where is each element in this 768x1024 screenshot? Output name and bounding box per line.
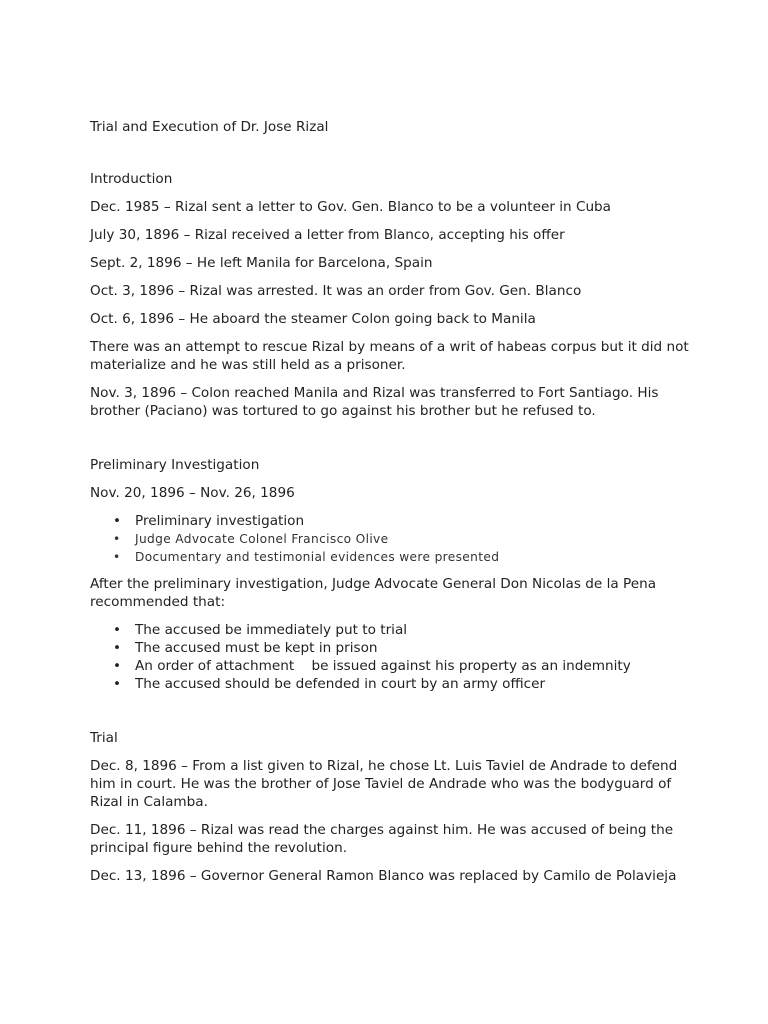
section-heading-trial: Trial xyxy=(90,730,118,746)
list-item xyxy=(90,530,690,548)
intro-paragraph: Oct. 6, 1896 – He aboard the steamer Colon going back to Manila xyxy=(90,311,536,327)
list-item-text: An order of attachment be issued against his property as an indemnity xyxy=(135,658,631,674)
bullet-icon: • xyxy=(113,622,122,638)
intro-paragraph: Nov. 3, 1896 – Colon reached Manila and Rizal was transferred to Fort Santiago. His brother (Paciano) was tortured to go against his brother but he refused to. xyxy=(90,385,659,419)
intro-paragraph: July 30, 1896 – Rizal received a letter from Blanco, accepting his offer xyxy=(90,227,565,243)
list-item xyxy=(90,548,690,566)
intro-paragraph: There was an attempt to rescue Rizal by means of a writ of habeas corpus but it did not materialize and he was still held as a prisoner. xyxy=(90,339,689,373)
bullet-icon: • xyxy=(113,640,122,656)
list-item xyxy=(90,657,690,675)
list-item xyxy=(90,639,690,657)
list-item xyxy=(90,621,690,639)
trial-paragraph: Dec. 11, 1896 – Rizal was read the charges against him. He was accused of being the principal figure behind the revolution. xyxy=(90,822,674,856)
document-page xyxy=(90,118,690,895)
bullet-icon: • xyxy=(113,550,121,564)
section-heading-introduction: Introduction xyxy=(90,171,173,187)
list-item-text: Preliminary investigation xyxy=(135,513,305,529)
document-title: Trial and Execution of Dr. Jose Rizal xyxy=(90,119,329,135)
recommendation-intro: After the preliminary investigation, Judge Advocate General Don Nicolas de la Pena recommended that: xyxy=(90,576,657,610)
list-item xyxy=(90,675,690,693)
bullet-icon: • xyxy=(113,532,121,546)
trial-paragraph: Dec. 13, 1896 – Governor General Ramon Blanco was replaced by Camilo de Polavieja xyxy=(90,868,677,884)
list-item xyxy=(90,512,690,530)
list-item-text: Judge Advocate Colonel Francisco Olive xyxy=(135,532,389,546)
list-item-text: The accused be immediately put to trial xyxy=(135,622,408,638)
list-item-text: Documentary and testimonial evidences were presented xyxy=(135,550,500,564)
bullet-icon: • xyxy=(113,658,122,674)
recommendation-bullet-list xyxy=(90,621,690,693)
list-item-text: The accused must be kept in prison xyxy=(135,640,378,656)
trial-paragraph: Dec. 8, 1896 – From a list given to Rizal, he chose Lt. Luis Taviel de Andrade to defend him in court. He was the brother of Jose Taviel de Andrade who was the bodyguard of Rizal in Calamba. xyxy=(90,758,678,810)
intro-paragraph: Dec. 1985 – Rizal sent a letter to Gov. Gen. Blanco to be a volunteer in Cuba xyxy=(90,199,612,215)
intro-paragraph: Sept. 2, 1896 – He left Manila for Barcelona, Spain xyxy=(90,255,433,271)
bullet-icon: • xyxy=(113,513,122,529)
preliminary-dates: Nov. 20, 1896 – Nov. 26, 1896 xyxy=(90,485,295,501)
preliminary-bullet-list xyxy=(90,512,690,566)
intro-paragraph: Oct. 3, 1896 – Rizal was arrested. It was an order from Gov. Gen. Blanco xyxy=(90,283,582,299)
bullet-icon: • xyxy=(113,676,122,692)
list-item-text: The accused should be defended in court by an army officer xyxy=(135,676,546,692)
section-heading-preliminary: Preliminary Investigation xyxy=(90,457,260,473)
